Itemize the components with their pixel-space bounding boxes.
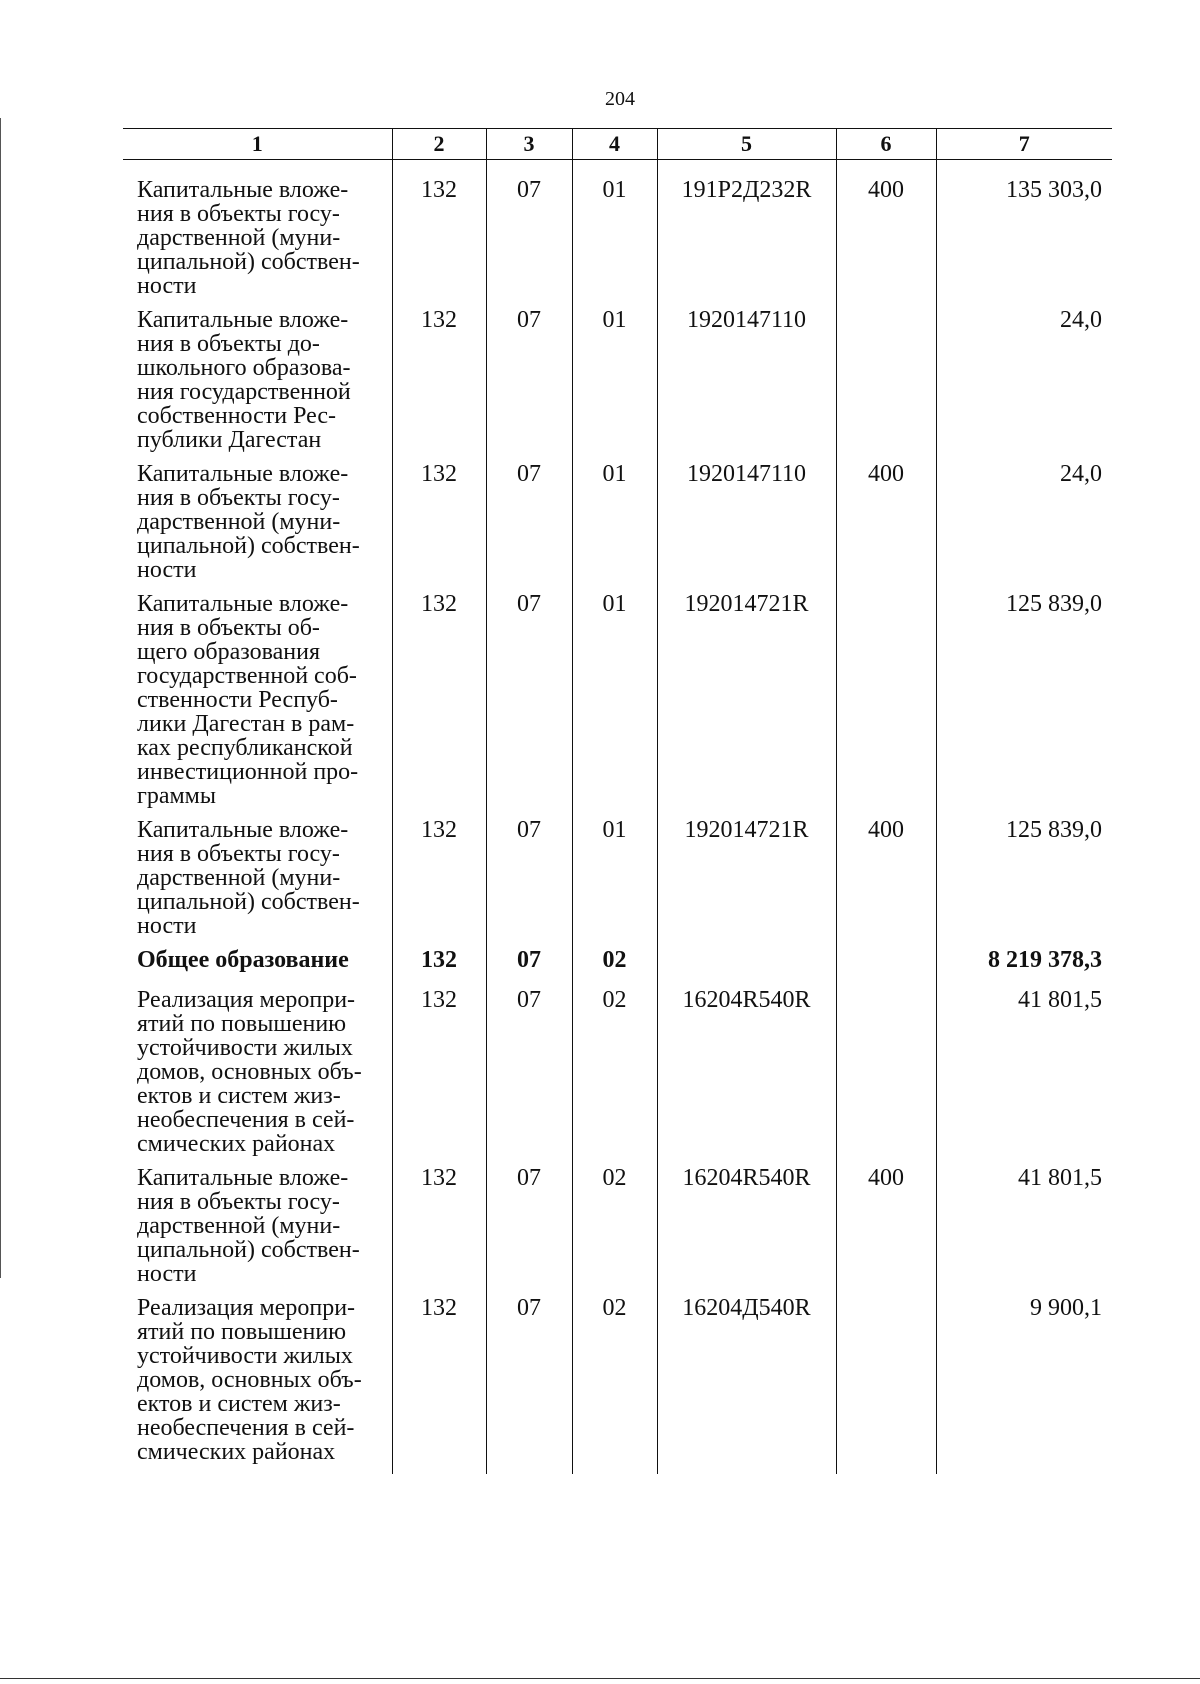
table-body (123, 160, 1112, 1475)
row-description: Капитальные вложе- ния в объекты госу- дарственной (муни- ципальной) собствен- ности (137, 461, 360, 583)
column-header-5: 5 (657, 129, 836, 160)
row-description: Капитальные вложе- ния в объекты госу- дарственной (муни- ципальной) собствен- ности (137, 1165, 360, 1287)
cell-col-5: 192014721R (657, 818, 836, 948)
table-row (123, 988, 1112, 1166)
cell-col-2: 132 (392, 308, 486, 462)
cell-col-6 (836, 988, 936, 1166)
row-description: Капитальные вложе- ния в объекты до- школьного образова- ния государственной собственности Рес- публики Дагестан (137, 307, 351, 453)
cell-col-6: 400 (836, 178, 936, 308)
column-header-6: 6 (836, 129, 936, 160)
cell-col-2: 132 (392, 178, 486, 308)
cell-col-4: 02 (572, 988, 657, 1166)
cell-col-2: 132 (392, 1296, 486, 1474)
cell-col-5: 16204Д540R (657, 1296, 836, 1474)
cell-col-2: 132 (392, 592, 486, 818)
cell-col-5: 16204R540R (657, 988, 836, 1166)
cell-col-2: 132 (392, 818, 486, 948)
scan-bottom-edge (0, 1678, 1200, 1679)
cell-col-4: 01 (572, 592, 657, 818)
cell-col-5: 16204R540R (657, 1166, 836, 1296)
table-spacer-row (123, 160, 1112, 179)
cell-col-7: 135 303,0 (936, 178, 1112, 308)
cell-col-3: 07 (486, 178, 572, 308)
column-header-2: 2 (392, 129, 486, 160)
table-row (123, 178, 1112, 308)
cell-col-6: 400 (836, 818, 936, 948)
cell-col-7: 24,0 (936, 462, 1112, 592)
row-description: Реализация меропри- ятий по повышению устойчивости жилых домов, основных объ- ектов и систем жиз- необеспечения в сей- смических районах (137, 1295, 362, 1465)
cell-col-4: 02 (572, 1296, 657, 1474)
budget-table (123, 128, 1112, 1474)
table-row (123, 592, 1112, 818)
row-description: Общее образование (137, 947, 349, 973)
cell-col-3: 07 (486, 948, 572, 988)
cell-col-7: 125 839,0 (936, 818, 1112, 948)
column-header-7: 7 (936, 129, 1112, 160)
page-number: 204 (605, 88, 635, 110)
cell-col-7: 24,0 (936, 308, 1112, 462)
cell-col-5 (657, 948, 836, 988)
cell-col-3: 07 (486, 308, 572, 462)
cell-col-5: 1920147110 (657, 462, 836, 592)
cell-col-2: 132 (392, 948, 486, 988)
cell-col-6: 400 (836, 1166, 936, 1296)
scan-edge-line (0, 118, 1, 1278)
row-description: Капитальные вложе- ния в объекты госу- дарственной (муни- ципальной) собствен- ности (137, 177, 360, 299)
cell-col-7: 125 839,0 (936, 592, 1112, 818)
cell-col-5: 192014721R (657, 592, 836, 818)
row-description: Капитальные вложе- ния в объекты об- щего образования государственной соб- ственности Респуб- лики Дагестан в рам- ках республиканской инвестиционной про- граммы (137, 591, 359, 809)
cell-col-7: 41 801,5 (936, 1166, 1112, 1296)
cell-col-5: 1920147110 (657, 308, 836, 462)
cell-col-6 (836, 308, 936, 462)
cell-col-5: 191Р2Д232R (657, 178, 836, 308)
table-row (123, 462, 1112, 592)
table-header (123, 129, 1112, 160)
cell-col-3: 07 (486, 1166, 572, 1296)
cell-col-3: 07 (486, 592, 572, 818)
cell-col-3: 07 (486, 988, 572, 1166)
column-header-3: 3 (486, 129, 572, 160)
cell-col-2: 132 (392, 988, 486, 1166)
column-header-4: 4 (572, 129, 657, 160)
row-description: Реализация меропри- ятий по повышению устойчивости жилых домов, основных объ- ектов и систем жиз- необеспечения в сей- смических районах (137, 987, 362, 1157)
cell-col-4: 01 (572, 462, 657, 592)
cell-col-3: 07 (486, 1296, 572, 1474)
cell-col-6: 400 (836, 462, 936, 592)
cell-col-2: 132 (392, 462, 486, 592)
cell-col-7: 9 900,1 (936, 1296, 1112, 1474)
cell-col-6 (836, 948, 936, 988)
table-row (123, 1296, 1112, 1474)
cell-col-3: 07 (486, 818, 572, 948)
table-row (123, 308, 1112, 462)
cell-col-7: 8 219 378,3 (936, 948, 1112, 988)
cell-col-6 (836, 592, 936, 818)
cell-col-4: 01 (572, 818, 657, 948)
cell-col-4: 01 (572, 178, 657, 308)
cell-col-4: 02 (572, 1166, 657, 1296)
cell-col-4: 01 (572, 308, 657, 462)
table-row (123, 818, 1112, 948)
cell-col-2: 132 (392, 1166, 486, 1296)
table-row (123, 948, 1112, 988)
row-description: Капитальные вложе- ния в объекты госу- дарственной (муни- ципальной) собствен- ности (137, 817, 360, 939)
cell-col-4: 02 (572, 948, 657, 988)
header-row (123, 129, 1112, 160)
cell-col-3: 07 (486, 462, 572, 592)
cell-col-6 (836, 1296, 936, 1474)
table-row (123, 1166, 1112, 1296)
column-header-1: 1 (123, 129, 392, 160)
cell-col-7: 41 801,5 (936, 988, 1112, 1166)
